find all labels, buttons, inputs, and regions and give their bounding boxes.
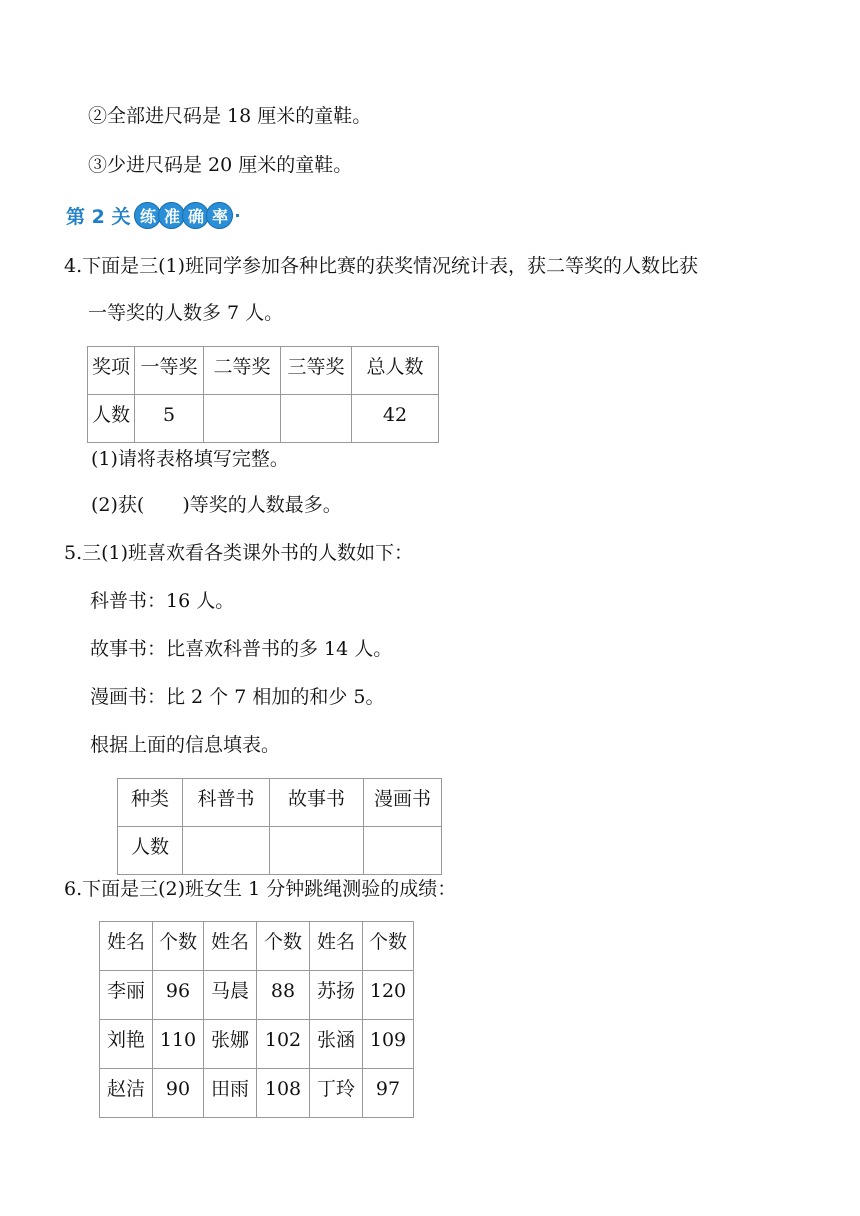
jump-rope-table [99, 921, 414, 1118]
table-cell: 种类 [118, 779, 183, 827]
table-cell: 刘艳 [100, 1020, 153, 1069]
table-cell: 三等奖 [281, 347, 352, 395]
section-badge: 准 [158, 202, 185, 229]
table-cell: 赵洁 [100, 1069, 153, 1118]
table-cell: 一等奖 [135, 347, 204, 395]
award-table [87, 346, 439, 443]
q5-info-4: 根据上面的信息填表。 [90, 734, 281, 756]
table-cell: 120 [363, 971, 414, 1020]
q4-text-1: 4.下面是三(1)班同学参加各种比赛的获奖情况统计表，获二等奖的人数比获 [64, 255, 699, 277]
table-header-row [118, 779, 442, 827]
table-row [100, 1069, 414, 1118]
table-cell: 88 [257, 971, 310, 1020]
table-cell[interactable] [364, 827, 442, 875]
table-cell: 90 [153, 1069, 204, 1118]
table-cell: 109 [363, 1020, 414, 1069]
table-cell: 总人数 [352, 347, 439, 395]
table-cell: 人数 [118, 827, 183, 875]
table-cell: 个数 [363, 922, 414, 971]
q4-sub-1: (1)请将表格填写完整。 [91, 448, 289, 470]
q4-text-2: 一等奖的人数多 7 人。 [88, 302, 284, 324]
table-cell: 42 [352, 395, 439, 443]
table-cell: 96 [153, 971, 204, 1020]
section-level: 第 2 关 [66, 205, 131, 228]
q5-text-1: 5.三(1)班喜欢看各类课外书的人数如下： [64, 542, 414, 564]
table-cell: 田雨 [204, 1069, 257, 1118]
table-cell[interactable] [204, 395, 281, 443]
table-row [118, 827, 442, 875]
item-3: ③少进尺码是 20 厘米的童鞋。 [88, 154, 353, 176]
table-cell: 故事书 [270, 779, 364, 827]
table-row [100, 971, 414, 1020]
table-cell[interactable] [281, 395, 352, 443]
table-cell: 姓名 [310, 922, 363, 971]
table-cell: 个数 [153, 922, 204, 971]
section-badge: 率 [206, 202, 233, 229]
section-header [66, 201, 239, 229]
q6-text-1: 6.下面是三(2)班女生 1 分钟跳绳测验的成绩： [64, 878, 457, 900]
table-header-row [100, 922, 414, 971]
section-badge: 确 [182, 202, 209, 229]
table-cell: 张娜 [204, 1020, 257, 1069]
table-cell: 97 [363, 1069, 414, 1118]
item-2: ②全部进尺码是 18 厘米的童鞋。 [88, 105, 372, 127]
table-cell: 姓名 [204, 922, 257, 971]
table-cell: 漫画书 [364, 779, 442, 827]
table-cell: 姓名 [100, 922, 153, 971]
table-cell: 李丽 [100, 971, 153, 1020]
section-dot [236, 214, 239, 217]
table-row [88, 395, 439, 443]
table-cell: 5 [135, 395, 204, 443]
table-header-row [88, 347, 439, 395]
table-row [100, 1020, 414, 1069]
section-badge: 练 [134, 202, 161, 229]
table-cell: 奖项 [88, 347, 135, 395]
q5-info-2: 故事书：比喜欢科普书的多 14 人。 [90, 638, 393, 660]
table-cell: 张涵 [310, 1020, 363, 1069]
table-cell: 102 [257, 1020, 310, 1069]
table-cell: 人数 [88, 395, 135, 443]
table-cell: 108 [257, 1069, 310, 1118]
table-cell: 马晨 [204, 971, 257, 1020]
q5-info-1: 科普书：16 人。 [90, 590, 235, 612]
table-cell: 个数 [257, 922, 310, 971]
table-cell[interactable] [183, 827, 270, 875]
q5-info-3: 漫画书：比 2 个 7 相加的和少 5。 [90, 686, 385, 708]
book-table [117, 778, 442, 875]
table-cell: 二等奖 [204, 347, 281, 395]
q4-sub-2: (2)获( )等奖的人数最多。 [91, 494, 342, 516]
table-cell: 苏扬 [310, 971, 363, 1020]
table-cell: 丁玲 [310, 1069, 363, 1118]
table-cell[interactable] [270, 827, 364, 875]
table-cell: 110 [153, 1020, 204, 1069]
table-cell: 科普书 [183, 779, 270, 827]
